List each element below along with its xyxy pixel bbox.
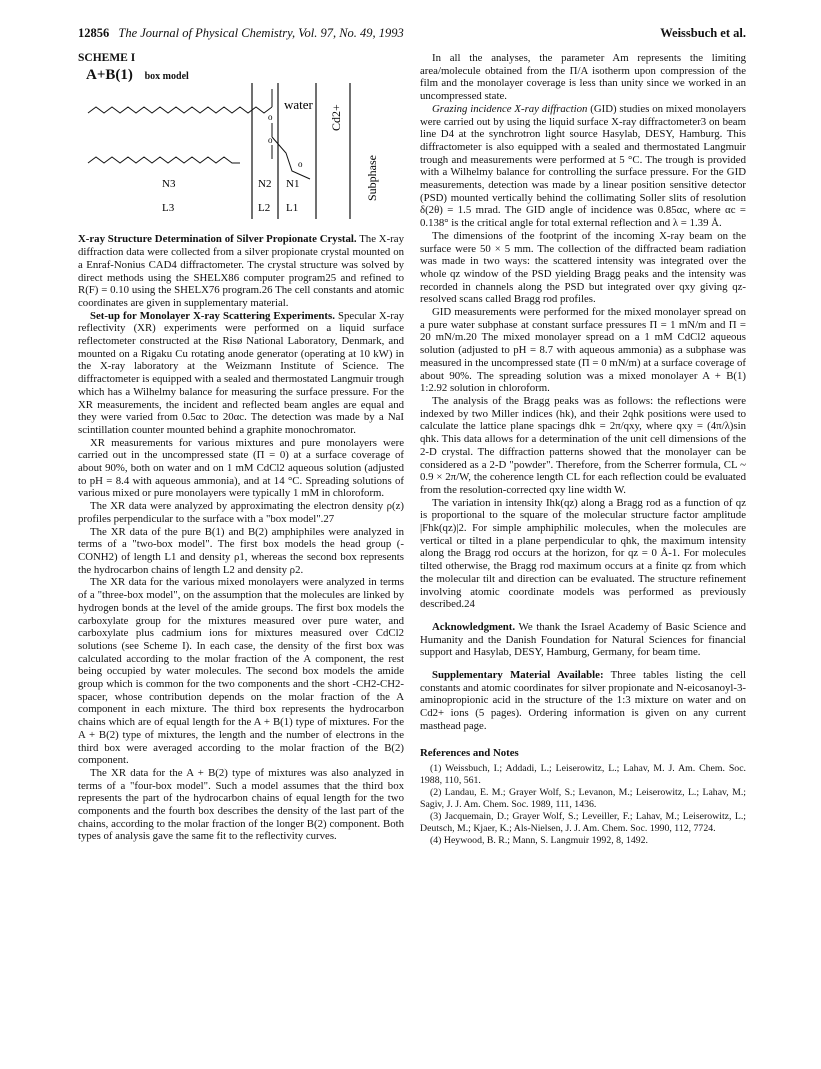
paragraph [78,233,404,309]
paragraph: XR measurements for various mixtures and pure monolayers were carried out in the uncompressed state (Π = 0) at a surface coverage of about 90%, both on water and on 1 mM CdCl2 aqueous solution (adjusted to pH = 8.4 with aqueous ammonia), and at 14 °C. Spreading solutions of various mixed or pure monolayers were typically 1 mM in chloroform. [78,436,404,500]
chain-upper [88,107,272,113]
acknowledgment-heading: Acknowledgment. [432,620,516,633]
box-model-svg [78,83,404,229]
supplementary-text: Three tables listing the cell constants and atomic coordinates for silver propionate and N-eicosanoyl-3-aminopropionic acid in the structure of the 1:3 mixture on water and on Cd2+ ions (5 pages). Ordering information is given on any current masthead page. [420,669,746,732]
right-column [420,52,746,848]
acknowledgment-text: We thank the Israel Academy of Basic Science and Humanity and the Danish Foundation for Natural Sciences for financial support and Hasylab, DESY, Hamburg, Germany, for beam time. [420,620,746,659]
scheme-model-type: box model [144,70,189,82]
paragraph: The XR data were analyzed by approximating the electron density ρ(z) profiles perpendicular to the surface with a "box model".27 [78,500,404,525]
reference-item: (4) Heywood, B. R.; Mann, S. Langmuir 1992, 8, 1492. [430,835,648,847]
box-label-l3: L3 [162,202,175,215]
paragraph: The variation in intensity Ihk(qz) along a Bragg rod as a function of qz is proportional to the square of the molecular structure factor amplitude |Fhk(qz)|2. For simple amphiphilic molecules, when the molecules are vertical or tilted in a plane perpendicular to qhk, the maximum intensity along the Bragg rod occurs at the horizon, for qz = 0 Å-1. For molecules tilted otherwise, the Bragg rod maximum occurs at a finite qz from which the molecular tilt and direction can be evaluated. The structure refinement involving atomic coordinate models was performed as previously described.24 [420,496,746,611]
running-author: Weissbuch et al. [660,26,746,40]
reference-list [420,763,746,847]
paragraph: The XR data of the pure B(1) and B(2) amphiphiles were analyzed in terms of a "two-box model". The first box models the head group (-CONH2) of length L1 and density ρ1, whereas the second box represents the hydrocarbon chains of length L2 and density ρ2. [78,525,404,576]
box-label-n2: N2 [258,178,272,191]
scheme-model [86,66,404,84]
carboxyl-o: o [298,159,303,170]
page-number: 12856 [78,26,110,40]
reference-item: (3) Jacquemain, D.; Grayer Wolf, S.; Leveiller, F.; Lahav, M.; Leiserowitz, L.; Deutsch, M.; Kjaer, K.; Als-Nielsen, J. J. Am. Chem. Soc. 1990, 112, 7724. [420,811,746,834]
scheme-diagram [78,83,404,229]
section-heading: X-ray Structure Determination of Silver Propionate Crystal. [78,233,357,246]
paragraph-text: The X-ray diffraction data were collected from a silver propionate crystal mounted on a Enraf-Nonius CAD4 diffractometer. The crystal structure was solved by direct methods using the SHELX86 computer program25 and refined to R(F) = 0.10 using the SHELX76 program.26 The cell constants and atomic coordinates are given in supplementary material. [78,233,404,309]
reference-item: (1) Weissbuch, I.; Addadi, L.; Leiserowitz, L.; Lahav, M. J. Am. Chem. Soc. 1988, 110, 561. [420,763,746,786]
water-label: water [284,97,313,113]
paragraph: In all the analyses, the parameter Am represents the limiting area/molecule obtained from the Π/A isotherm upon compression of the film and the monolayer coverage is less than unity since we worked in an uncompressed state. [420,52,746,103]
acknowledgment [420,621,746,659]
paragraph-text: (GID) studies on mixed monolayers were carried out by using the liquid surface X-ray diffractometer3 on beam line D4 at the synchrotron light source Hasylab, DESY, Hamburg. This diffractometer is also equipped with a sealed and thermostated Langmuir trough and measurements were performed at 5 °C. The trough is provided with a Wilhelmy balance for controlling the surface pressure. For the GID measurements, detection was made by a linear position sensitive detector (PSD) mounted vertically behind the collimating Soller slits of resolution δ(2θ) = 1.5 mrad. The GID angle of incidence was 0.85αc, where αc = 0.138° is the critical angle for total external reflection and λ = 1.39 Å. [420,102,747,230]
paragraph-lead: Grazing incidence X-ray diffraction [432,102,588,115]
references-title: References and Notes [420,746,519,759]
journal-citation: The Journal of Physical Chemistry, Vol. 97, No. 49, 1993 [118,26,404,40]
paragraph: The XR data for the A + B(2) type of mixtures was also analyzed in terms of a "four-box model". Such a model assumes that the third box represents the part of the hydrocarbon chains of equal length for the two components and the fourth box describes the density of the last part of the chains, according to the molar fraction of the longer B(2) component. Both types of analysis gave the same fit to the reflectivity curves. [78,766,404,843]
supplementary-material [420,669,746,733]
scheme-model-name: A+B(1) [86,66,133,83]
box-label-l1: L1 [286,202,299,215]
chain-lower [88,157,240,163]
paragraph: The XR data for the various mixed monolayers were analyzed in terms of a "three-box model", on the assumption that the molecules are linked by hydrogen bonds at the level of the amide groups. The first box models the carboxylate group for the mixtures measured over pure water, and carboxylate plus cadmium ions for mixtures measured over CdCl2 solutions (see Scheme I). In each case, the density of the first box was calculated according to the molar fraction of the A component, the rest being occupied by water molecules. The second box models the amide group which is common for the two components and the short -CH2-CH2- spacer, whose contribution depends on the molar fraction of the A component in each mixture. The third box represents the hydrocarbon chains which are of equal length for the A + B(1) type of mixtures. For the A + B(2) type of mixtures, the length and the number of electrons in the third box were averaged according to the molar fraction of the B(2) component. [78,576,404,767]
head-o-upper: o [268,112,273,123]
running-header [78,26,746,46]
box-label-n1: N1 [286,178,300,191]
paragraph-text: Specular X-ray reflectivity (XR) experiments were performed on a liquid surface reflectometer constructed at the Risø National Laboratory, Denmark, and mounted on a Rigaku Cu rotating anode generator (operating at 10 kW) in the X-ray laboratory at the Weizmann Institute of Science. The diffractometer is equipped with a sealed and thermostated Langmuir trough which has a Wilhelmy balance for measuring the surface pressure. For the XR measurements, the incident and reflected beam angles are equal and they were varied from 0.5αc to 20αc. The detection was made by a NaI scintillation counter mounted behind a graphite monochromator. [78,309,405,436]
reference-item: (2) Landau, E. M.; Grayer Wolf, S.; Levanon, M.; Leiserowitz, L.; Lahav, M.; Sagiv, J. J. Am. Chem. Soc. 1989, 111, 1436. [420,787,746,810]
box-label-n3: N3 [162,178,176,191]
section-heading: Set-up for Monolayer X-ray Scattering Experiments. [90,309,335,322]
subphase-label: Subphase [365,155,379,202]
supplementary-heading: Supplementary Material Available: [432,669,604,682]
paragraph: The analysis of the Bragg peaks was as follows: the reflections were indexed by two Miller indices (hk), and their 2qhk positions were used to calculate the lattice plane spacings dhk = 2π/qxy, where qxy = (4π/λ)sin qhk. This data allows for a determination of the unit cell dimensions of the 2-D crystal. The diffraction patterns showed that the monolayer can be considered as a 2-D "powder". Therefore, from the Scherrer formula, CL ~ 0.9 × 2π/W, the coherence length CL for each reflection could be evaluated from the resolution-corrected qxy line width W. [420,394,746,496]
left-column [78,52,404,843]
paragraph [420,103,746,230]
ion-label: Cd2+ [329,104,343,132]
box-label-l2: L2 [258,202,271,215]
paragraph [78,310,404,437]
scheme-title: SCHEME I [78,52,136,64]
head-o-lower: o [268,135,273,146]
paragraph: GID measurements were performed for the mixed monolayer spread on a pure water subphase at constant surface pressures Π = 1 mN/m and Π = 20 mN/m.20 The mixed monolayer spread on a 1 mM CdCl2 aqueous solution (adjusted to pH = 8.7 with aqueous ammonia) as a subphase was measured in the uncompressed state (Π = 0 mN/m) at a surface coverage of about 90%. The spreading solution was a mixed monolayer A + B(1) 1:2.92 solution in chloroform. [420,306,746,395]
paragraph: The dimensions of the footprint of the incoming X-ray beam on the surface were 50 × 5 mm. The collection of the diffracted beam radiation was made in two ways: the scattered intensity was integrated over the whole qz window of the PSD yielding Bragg peaks and the intensity was recorded in channels along the PSD but integrated over qxy giving qz-resolved scans called Bragg rod profiles. [420,229,746,306]
